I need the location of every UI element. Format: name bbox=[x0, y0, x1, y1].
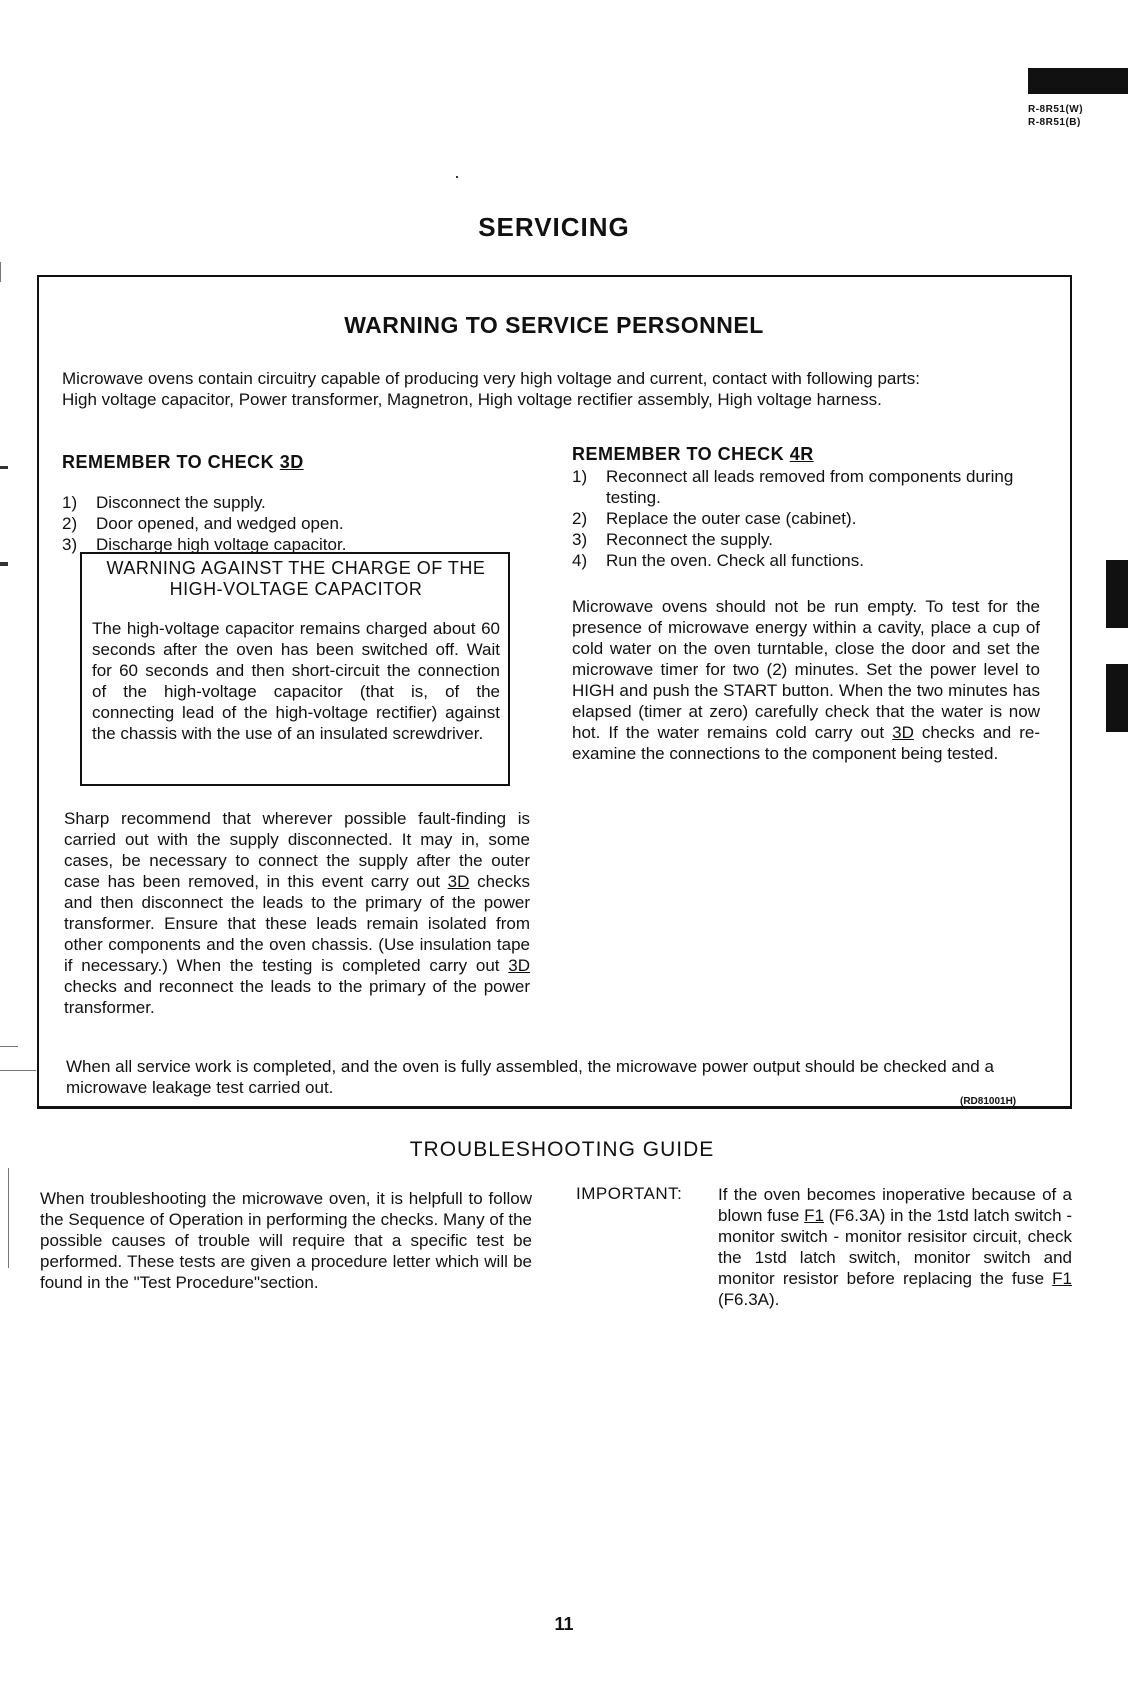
check-3d-list bbox=[62, 492, 522, 555]
sharp-text: checks and then disconnect the leads to the primary of the power transformer. Ensure that these leads remain isolated from other components and the oven chassis. (Use insulation tape if necessary.) When the testing is completed carry out bbox=[64, 872, 530, 975]
margin-mark bbox=[0, 466, 8, 469]
check-3d-code: 3D bbox=[279, 452, 304, 472]
capacitor-warning-box bbox=[80, 552, 510, 786]
warning-title: WARNING TO SERVICE PERSONNEL bbox=[344, 312, 764, 338]
fuse-code: F1 bbox=[804, 1206, 824, 1225]
page-title: SERVICING bbox=[478, 212, 630, 242]
important-text: If the oven becomes inoperative because of a blown fuse bbox=[718, 1185, 1072, 1225]
warning-parts-list: High voltage capacitor, Power transformer, Magnetron, High voltage rectifier assembly, High voltage harness. bbox=[62, 390, 882, 409]
warning-intro-text: Microwave ovens contain circuitry capable of producing very high voltage and current, contact with following parts: bbox=[62, 369, 920, 388]
item-number: 3) bbox=[62, 535, 78, 554]
list-item bbox=[572, 508, 1072, 529]
page-number: 11 bbox=[554, 1614, 574, 1634]
capacitor-warning-title-line: HIGH-VOLTAGE CAPACITOR bbox=[169, 579, 423, 599]
model-number-white: R-8R51(W) bbox=[1028, 104, 1084, 115]
important-note bbox=[718, 1184, 1072, 1310]
list-item bbox=[572, 529, 1072, 550]
scan-speck bbox=[456, 176, 458, 178]
warning-intro bbox=[62, 368, 1038, 410]
item-text: Disconnect the supply. bbox=[96, 493, 266, 512]
margin-mark bbox=[0, 562, 8, 566]
item-text: Discharge high voltage capacitor. bbox=[96, 535, 347, 554]
check-4r-list bbox=[572, 466, 1072, 571]
model-numbers bbox=[1028, 103, 1083, 129]
item-number: 4) bbox=[572, 551, 588, 570]
important-label: IMPORTANT: bbox=[576, 1184, 683, 1203]
item-text: Reconnect all leads removed from components during testing. bbox=[606, 467, 1014, 507]
fuse-code: F1 bbox=[1052, 1269, 1072, 1288]
list-item bbox=[572, 550, 1072, 571]
margin-mark bbox=[8, 1168, 9, 1268]
check-3d-heading-label: REMEMBER TO CHECK bbox=[62, 452, 275, 472]
check-4r-code: 4R bbox=[789, 444, 814, 464]
check-code-link: 3D bbox=[447, 872, 470, 891]
list-item bbox=[572, 466, 1072, 508]
check-code-link: 3D bbox=[892, 723, 914, 742]
margin-mark bbox=[0, 1070, 36, 1071]
item-number: 3) bbox=[572, 530, 588, 549]
margin-mark bbox=[0, 262, 1, 282]
microwave-energy-test bbox=[572, 596, 1040, 764]
capacitor-warning-text: The high-voltage capacitor remains charged about 60 seconds after the oven has been switched off. Wait for 60 seconds and then short-circuit the connection of the high-voltage capacitor (that is, of the connecting lead of the high-voltage rectifier) against the chassis with the use of an insulated screwdriver. bbox=[92, 619, 500, 743]
sharp-text: Sharp recommend that wherever possible fault-finding is carried out with the supply disconnected. It may in, some cases, be necessary to connect the supply after the outer case has been removed, in this event carry out bbox=[64, 809, 530, 891]
page-tab-marker bbox=[1028, 68, 1128, 94]
item-number: 1) bbox=[572, 467, 588, 486]
microwave-test-text: Microwave ovens should not be run empty. To test for the presence of microwave energy within a cavity, place a cup of cold water on the oven turntable, close the door and set the microwave timer for two (2) minutes. Set the power level to HIGH and push the START button. When the two minutes has elapsed (timer at zero) carefully check that the water is now hot. If the water remains cold carry out bbox=[572, 597, 1040, 742]
sharp-text: checks and reconnect the leads to the primary of the power transformer. bbox=[64, 977, 530, 1017]
capacitor-warning-title bbox=[92, 558, 500, 600]
check-4r-heading-label: REMEMBER TO CHECK bbox=[572, 444, 785, 464]
sharp-recommendation bbox=[64, 808, 530, 1018]
item-number: 2) bbox=[62, 514, 78, 533]
check-3d-heading bbox=[62, 452, 304, 473]
edge-index-mark bbox=[1106, 664, 1128, 732]
list-item bbox=[62, 513, 522, 534]
item-number: 1) bbox=[62, 493, 78, 512]
item-text: Run the oven. Check all functions. bbox=[606, 551, 864, 570]
model-number-black: R-8R51(B) bbox=[1028, 117, 1081, 128]
margin-mark bbox=[0, 1046, 18, 1047]
edge-index-mark bbox=[1106, 560, 1128, 628]
troubleshooting-text: When troubleshooting the microwave oven, it is helpfull to follow the Sequence of Operation in performing the checks. Many of the possible causes of trouble will require that a specific test be performed. These tests are given a procedure letter which will be found in the "Test Procedure"section. bbox=[40, 1189, 532, 1292]
item-number: 2) bbox=[572, 509, 588, 528]
microwave-test-text: checks and re-examine the connections to the component being tested. bbox=[572, 723, 1040, 763]
important-text: (F6.3A). bbox=[718, 1290, 780, 1309]
check-code-link: 3D bbox=[508, 956, 530, 975]
list-item bbox=[62, 492, 522, 513]
item-text: Door opened, and wedged open. bbox=[96, 514, 344, 533]
capacitor-warning-title-line: WARNING AGAINST THE CHARGE OF THE bbox=[106, 558, 486, 578]
reference-code: (RD81001H) bbox=[960, 1096, 1017, 1107]
item-text: Replace the outer case (cabinet). bbox=[606, 509, 857, 528]
troubleshooting-title: TROUBLESHOOTING GUIDE bbox=[409, 1138, 715, 1161]
final-service-note: When all service work is completed, and the oven is fully assembled, the microwave power output should be checked and a microwave leakage test carried out. bbox=[66, 1057, 994, 1097]
check-4r-heading bbox=[572, 444, 814, 465]
important-text: (F6.3A) in the 1std latch switch - monitor switch - monitor resisitor circuit, check the 1std latch switch, monitor switch and monitor resistor before replacing the fuse bbox=[718, 1206, 1072, 1288]
item-text: Reconnect the supply. bbox=[606, 530, 773, 549]
